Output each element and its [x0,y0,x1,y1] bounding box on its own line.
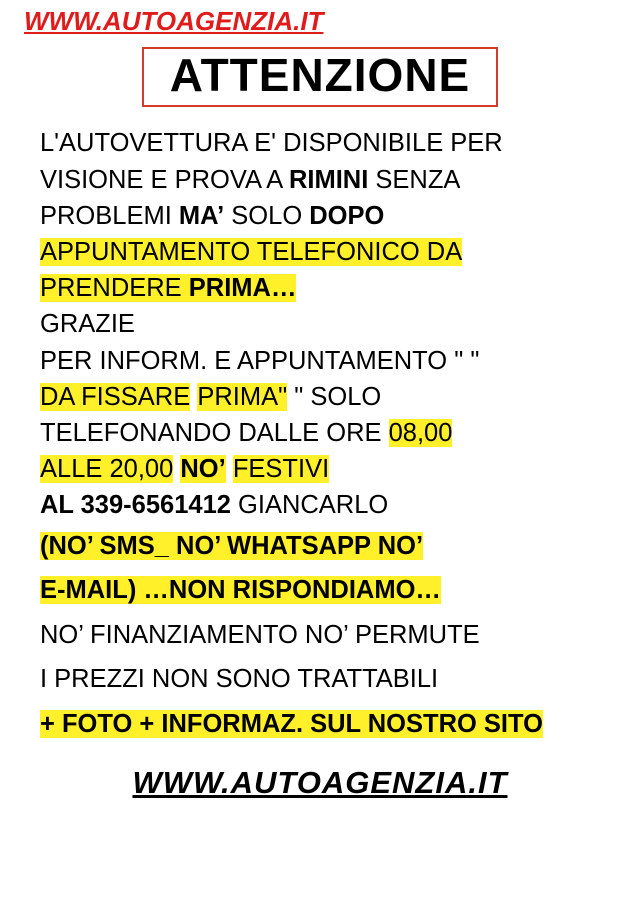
top-website-banner: WWW.AUTOAGENZIA.IT [24,6,324,36]
notice-line-6 [40,306,626,342]
line-16-highlighted: + FOTO + INFORMAZ. SUL NOSTRO SITO [40,710,543,739]
line-13-email: E-MAIL) [40,576,144,605]
line-3-dopo: DOPO [309,201,385,230]
line-5-prima: PRIMA… [188,274,297,303]
notice-line-1 [40,125,626,161]
line-4-highlighted: APPUNTAMENTO TELEFONICO DA [40,237,463,266]
notice-line-12 [40,524,626,569]
notice-line-13 [40,568,626,613]
phone-number: AL 339-6561412 [40,491,231,520]
footer-website: WWW.AUTOAGENZIA.IT [132,764,508,800]
notice-line-2 [40,162,626,198]
city-name: RIMINI [288,165,369,194]
notice-line-4 [40,234,626,270]
notice-body [0,125,640,746]
contact-name: GIANCARLO [230,491,389,520]
notice-line-7 [40,343,626,379]
line-14-text: NO’ FINANZIAMENTO NO’ PERMUTE [40,620,480,649]
closing-hour: ALLE 20,00 [40,455,174,484]
line-1-text: L'AUTOVETTURA E' DISPONIBILE PER [40,129,503,158]
line-8-highlight-b: PRIMA" [197,382,288,411]
notice-line-9 [40,415,626,451]
line-2-suffix: SENZA [368,165,461,194]
notice-line-14 [40,613,626,658]
notice-line-5 [40,270,626,306]
notice-line-8 [40,379,626,415]
line-8-end: " SOLO [287,382,382,411]
line-3-mid: SOLO [224,201,310,230]
opening-hour: 08,00 [388,418,453,447]
attention-header [0,47,640,107]
line-10-festivi: FESTIVI [232,455,330,484]
notice-line-16 [40,702,626,747]
line-10-space-2 [226,455,233,483]
line-3-prefix: PROBLEMI [40,201,179,230]
line-8-highlight-a: DA FISSARE [40,382,191,411]
notice-line-3 [40,198,626,234]
line-10-no: NO’ [180,455,226,484]
line-12-highlighted: (NO’ SMS_ NO’ WHATSAPP NO’ [40,531,424,560]
line-3-ma: MA’ [178,201,225,230]
line-5-prefix: PRENDERE [40,274,189,303]
line-5-highlighted [40,274,296,302]
line-15-text: I PREZZI NON SONO TRATTABILI [40,665,439,694]
line-13-norisp: …NON RISPONDIAMO… [143,576,441,605]
notice-line-11 [40,487,626,523]
line-6-text: GRAZIE [40,310,135,339]
line-9-prefix: TELEFONANDO DALLE ORE [40,418,389,447]
attention-box [142,47,498,107]
notice-line-10 [40,451,626,487]
attention-title: ATTENZIONE [169,49,471,101]
notice-line-15 [40,657,626,702]
line-2-prefix: VISIONE E PROVA A [40,165,289,194]
line-13-highlighted [40,576,441,604]
line-7-text: PER INFORM. E APPUNTAMENTO " " [40,346,480,375]
